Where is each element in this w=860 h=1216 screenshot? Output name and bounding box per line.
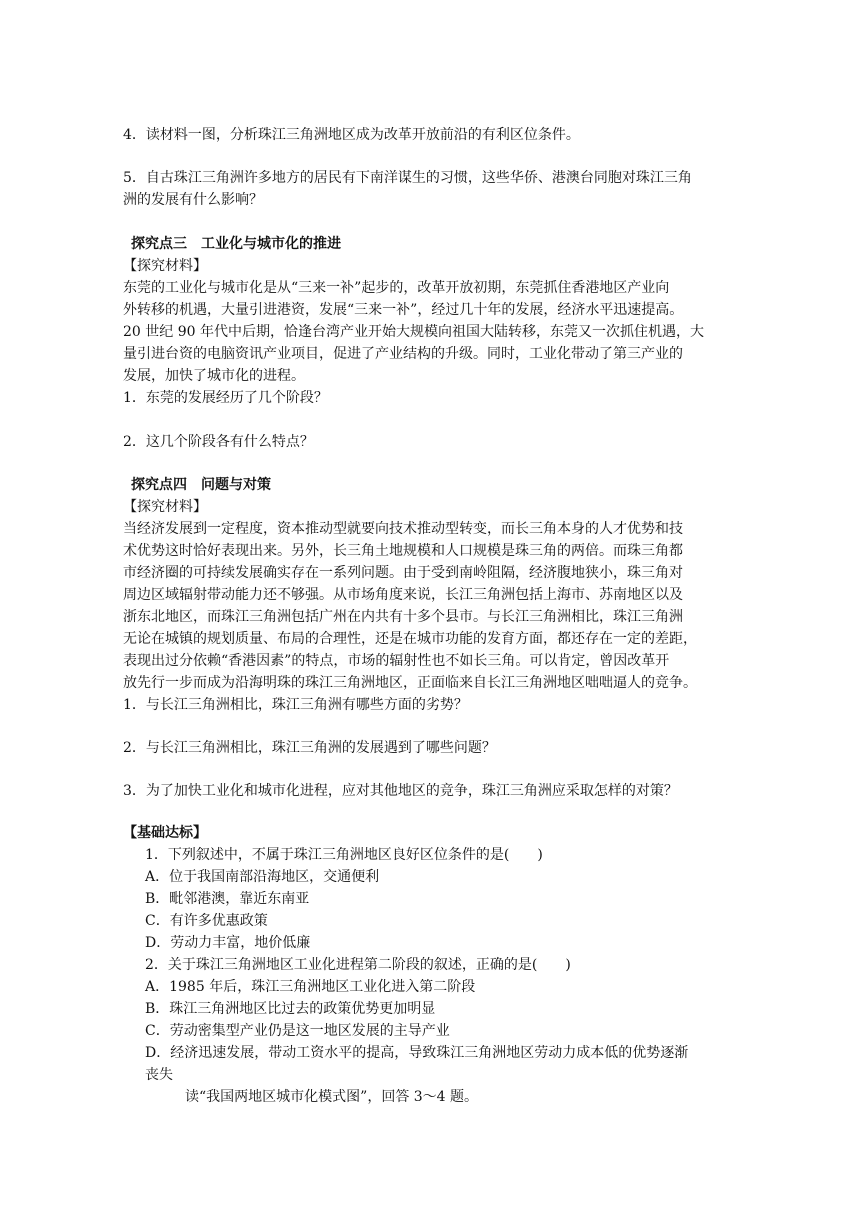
section-4-paragraph-line: 周边区域辐射带动能力还不够强。从市场角度来说，长江三角洲包括上海市、苏南地区以及 [123,587,683,603]
section-3-question-2: 2．这几个阶段各有什么特点？ [123,434,314,450]
basics-line: 丧失 [145,1067,173,1083]
section-3-paragraph-line: 发展，加快了城市化的进程。 [123,368,305,384]
section-4-paragraph-line: 术优势这时恰好表现出来。另外，长三角土地规模和人口规模是珠三角的两倍。而珠三角都 [123,543,683,559]
section-4-paragraph-line: 无论在城镇的规划质量、布局的合理性，还是在城市功能的发育方面，都还存在一定的差距， [123,631,697,647]
section-4-paragraph-line: 当经济发展到一定程度，资本推动型就要向技术推动型转变，而长三角本身的人才优势和技 [123,521,683,537]
question-4: 4．读材料一图，分析珠江三角洲地区成为改革开放前沿的有利区位条件。 [123,127,580,143]
basics-line: B．珠江三角洲地区比过去的政策优势更加明显 [145,1001,436,1017]
basics-line: B．毗邻港澳，靠近东南亚 [145,891,310,907]
section-3-paragraph-line: 量引进台资的电脑资讯产业项目，促进了产业结构的升级。同时，工业化带动了第三产业的 [123,346,683,362]
basics-line: D．经济迅速发展，带动工资水平的提高，导致珠江三角洲地区劳动力成本低的优势逐渐 [145,1045,689,1061]
section-4-question-3: 3．为了加快工业化和城市化进程，应对其他地区的竞争，珠江三角洲应采取怎样的对策？ [123,783,678,799]
section-4-paragraph-line: 表现出过分依赖“香港因素”的特点，市场的辐射性也不如长三角。可以肯定，曾因改革开 [123,653,670,669]
basics-heading: 【基础达标】 [123,825,207,841]
section-3-question-1: 1．东莞的发展经历了几个阶段？ [123,390,328,406]
question-5-line-1: 5．自古珠江三角洲许多地方的居民有下南洋谋生的习惯，这些华侨、港澳台同胞对珠江三角 [123,170,692,186]
section-3-material-label: 【探究材料】 [123,258,207,274]
section-3-paragraph-line: 东莞的工业化与城市化是从“三来一补”起步的，改革开放初期，东莞抓住香港地区产业向 [123,280,670,296]
section-3-heading: 探究点三 工业化与城市化的推进 [131,236,341,252]
basics-line: 1．下列叙述中，不属于珠江三角洲地区良好区位条件的是( ) [145,847,543,863]
section-3-paragraph-line: 外转移的机遇，大量引进港资，发展“三来一补”，经过几十年的发展，经济水平迅速提高。 [123,302,684,318]
basics-line: D．劳动力丰富，地价低廉 [145,935,311,951]
basics-line: C．有许多优惠政策 [145,913,268,929]
section-4-question-1: 1．与长江三角洲相比，珠江三角洲有哪些方面的劣势？ [123,697,468,713]
read-prompt: 读“我国两地区城市化模式图”，回答 3～4 题。 [185,1089,479,1105]
section-3-paragraph-line: 20 世纪 90 年代中后期，恰逢台湾产业开始大规模向祖国大陆转移，东莞又一次抓住机遇，大 [123,324,704,340]
section-4-paragraph-line: 浙东北地区，而珠江三角洲包括广州在内共有十多个县市。与长江三角洲相比，珠江三角洲 [123,609,683,625]
basics-line: A．1985 年后，珠江三角洲地区工业化进入第二阶段 [145,979,476,995]
section-4-paragraph-line: 市经济圈的可持续发展确实存在一系列问题。由于受到南岭阻隔，经济腹地狭小，珠三角对 [123,565,683,581]
basics-line: 2．关于珠江三角洲地区工业化进程第二阶段的叙述，正确的是( ) [145,957,571,973]
section-4-paragraph-line: 放先行一步而成为沿海明珠的珠江三角洲地区，正面临来自长江三角洲地区咄咄逼人的竞争。 [123,675,697,691]
question-5-line-2: 洲的发展有什么影响？ [123,192,263,208]
section-4-question-2: 2．与长江三角洲相比，珠江三角洲的发展遇到了哪些问题？ [123,740,496,756]
section-4-heading: 探究点四 问题与对策 [131,477,271,493]
basics-line: C．劳动密集型产业仍是这一地区发展的主导产业 [145,1023,450,1039]
section-4-material-label: 【探究材料】 [123,499,207,515]
basics-line: A．位于我国南部沿海地区，交通便利 [145,869,380,885]
